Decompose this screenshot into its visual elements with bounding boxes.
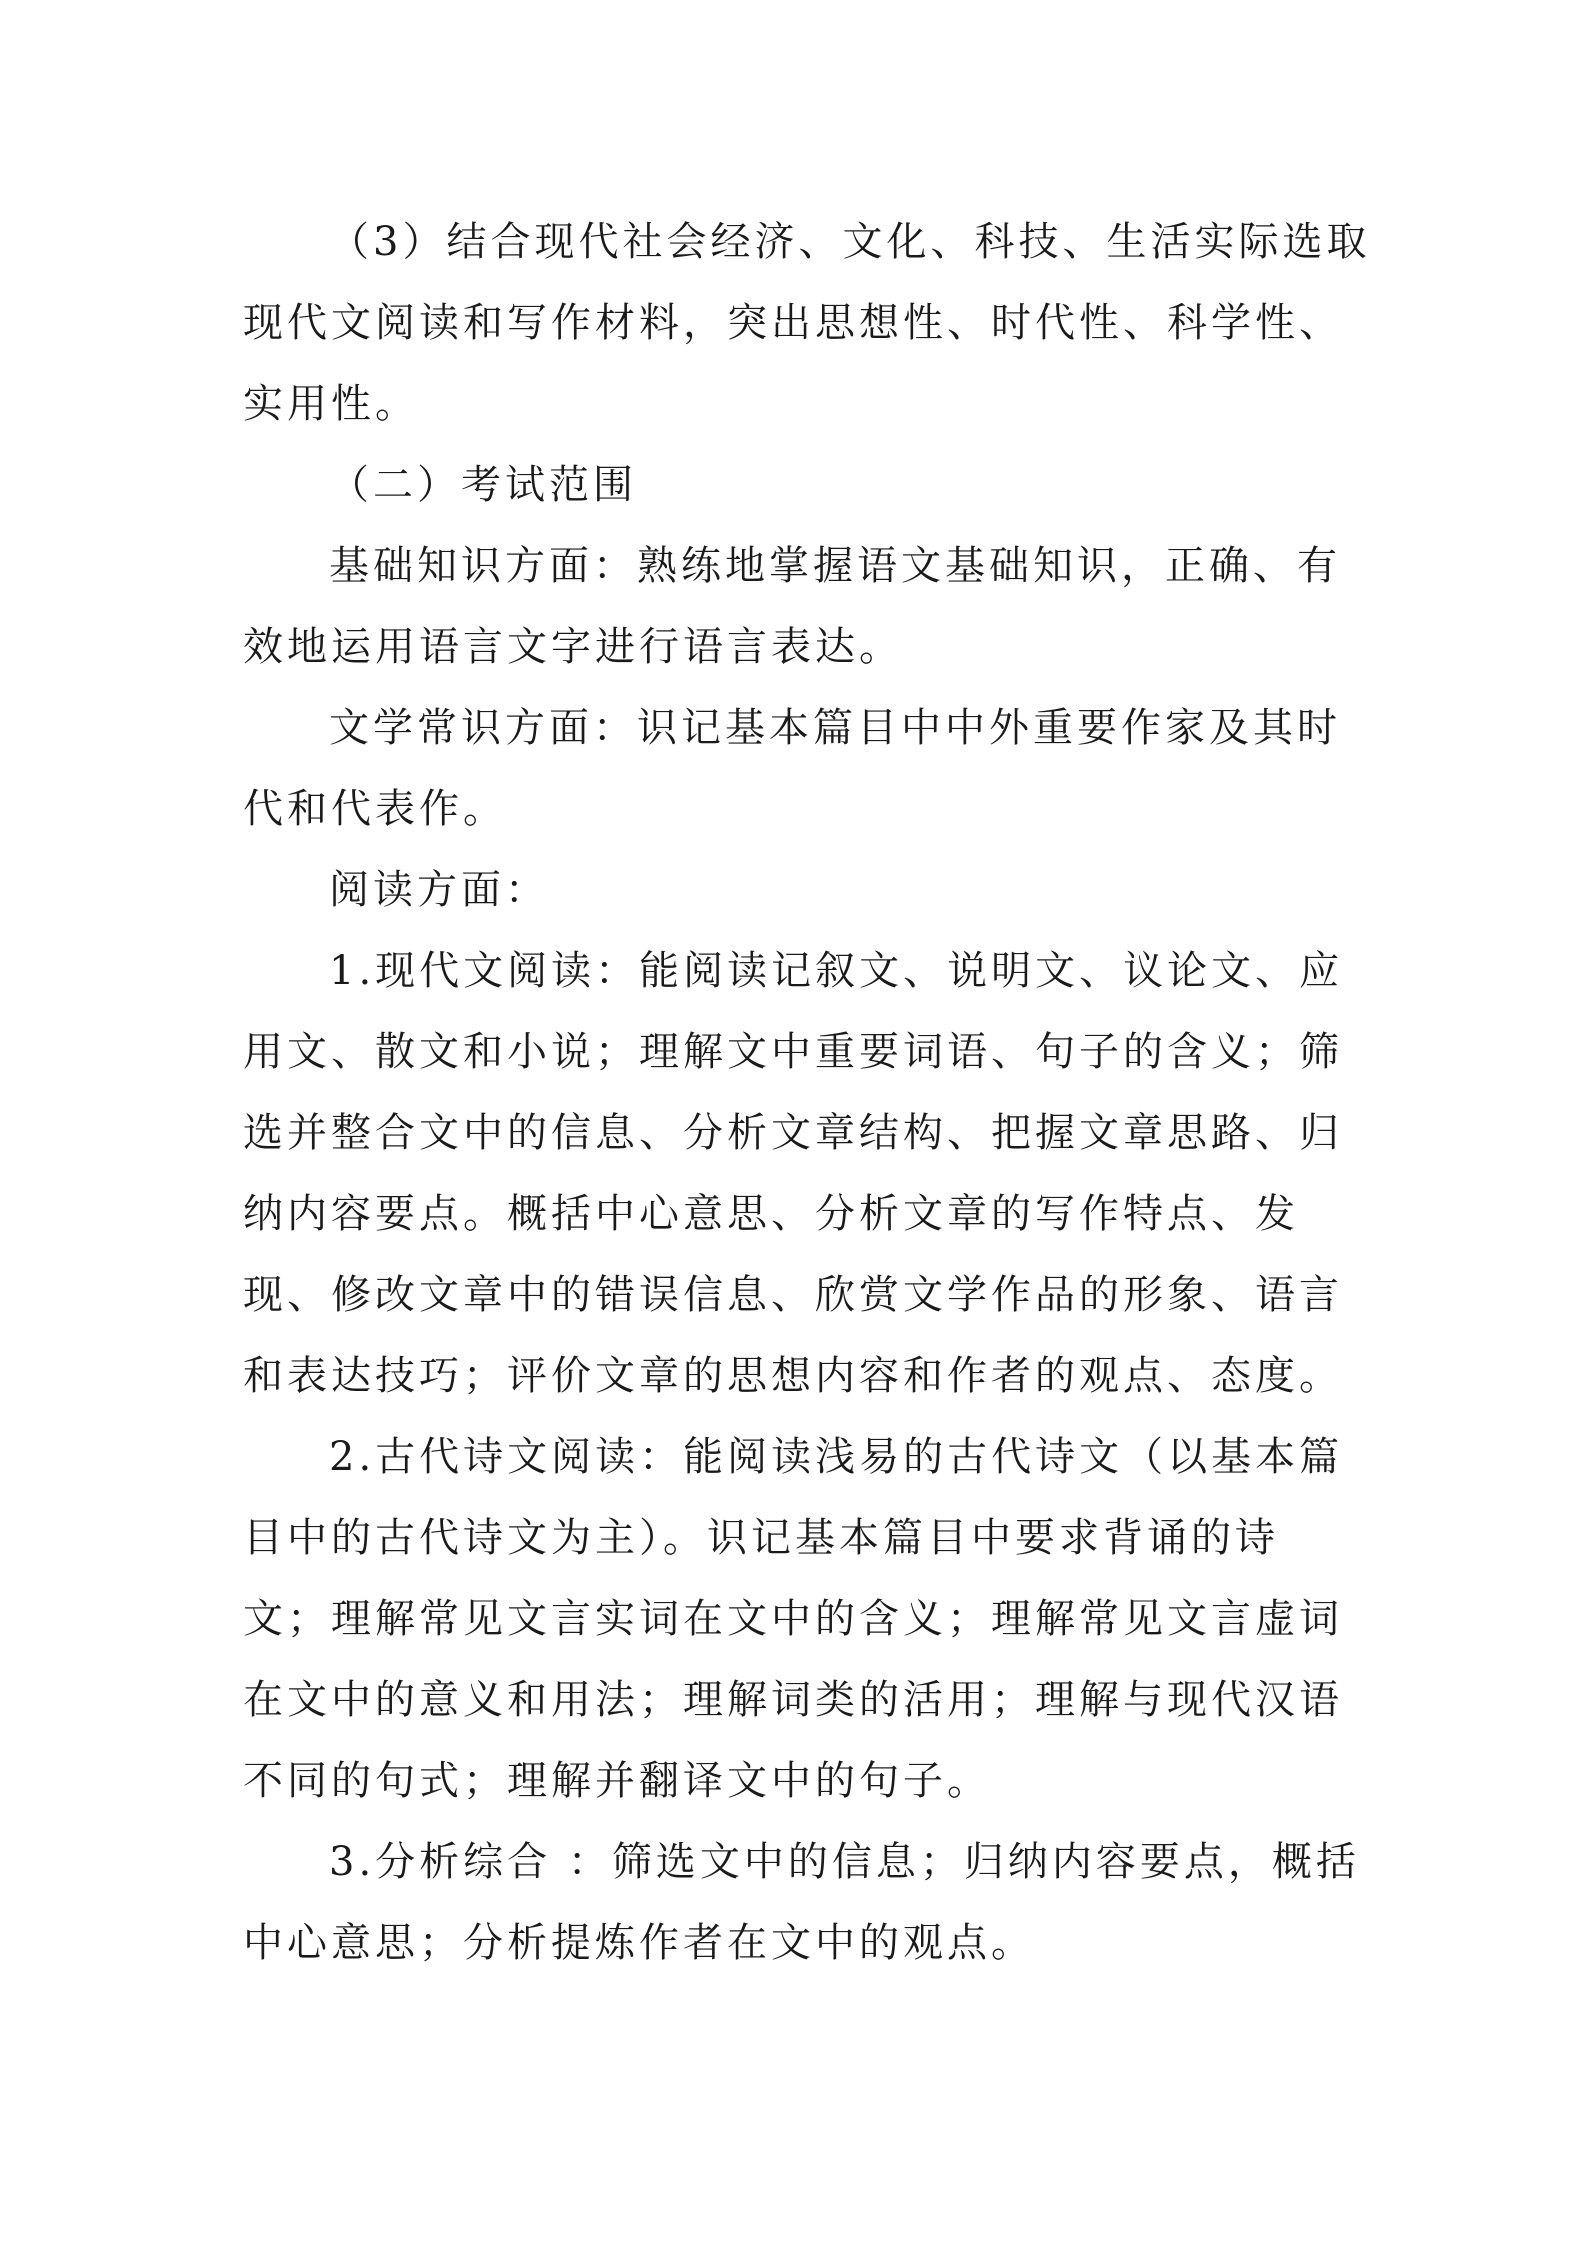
text-line: 中心意思；分析提炼作者在文中的观点。 xyxy=(243,1920,1035,1966)
text-line: 效地运用语言文字进行语言表达。 xyxy=(243,624,903,670)
text-line: 文学常识方面：识记基本篇目中中外重要作家及其时 xyxy=(329,705,1341,751)
text-line: 实用性。 xyxy=(243,381,419,427)
paragraph-analysis-synthesis xyxy=(243,1822,1360,1984)
text-line: 代和代表作。 xyxy=(243,786,507,832)
text-line: （3）结合现代社会经济、文化、科技、生活实际选取 xyxy=(329,219,1371,265)
text-line: 基础知识方面：熟练地掌握语文基础知识，正确、有 xyxy=(329,543,1341,589)
paragraph-reading-heading xyxy=(243,850,1343,931)
text-line: 目中的古代诗文为主）。识记基本篇目中要求背诵的诗 xyxy=(243,1515,1279,1561)
heading-text: （二）考试范围 xyxy=(329,462,637,508)
text-line: 2.古代诗文阅读：能阅读浅易的古代诗文（以基本篇 xyxy=(329,1434,1344,1480)
document-body xyxy=(243,202,1371,1984)
text-line: 阅读方面： xyxy=(329,867,549,913)
section-heading-exam-scope xyxy=(243,445,1343,526)
text-line: 在文中的意义和用法；理解词类的活用；理解与现代汉语 xyxy=(243,1677,1343,1723)
text-line: 3.分析综合 ：筛选文中的信息；归纳内容要点，概括 xyxy=(329,1839,1360,1885)
text-line: 纳内容要点。概括中心意思、分析文章的写作特点、发 xyxy=(243,1191,1299,1237)
paragraph-modern-reading xyxy=(243,931,1343,1417)
paragraph-basic-knowledge xyxy=(243,526,1343,688)
text-line: 用文、散文和小说；理解文中重要词语、句子的含义；筛 xyxy=(243,1029,1343,1075)
paragraph-classical-reading xyxy=(243,1417,1343,1822)
text-line: 不同的句式；理解并翻译文中的句子。 xyxy=(243,1758,991,1804)
text-line: 1.现代文阅读：能阅读记叙文、说明文、议论文、应 xyxy=(329,948,1344,994)
text-line: 和表达技巧；评价文章的思想内容和作者的观点、态度。 xyxy=(243,1353,1343,1399)
text-line: 现代文阅读和写作材料，突出思想性、时代性、科学性、 xyxy=(243,300,1343,346)
text-line: 现、修改文章中的错误信息、欣赏文学作品的形象、语言 xyxy=(243,1272,1343,1318)
paragraph-selection-principle-3 xyxy=(243,202,1371,445)
paragraph-literary-knowledge xyxy=(243,688,1343,850)
text-line: 选并整合文中的信息、分析文章结构、把握文章思路、归 xyxy=(243,1110,1343,1156)
text-line: 文；理解常见文言实词在文中的含义；理解常见文言虚词 xyxy=(243,1596,1343,1642)
